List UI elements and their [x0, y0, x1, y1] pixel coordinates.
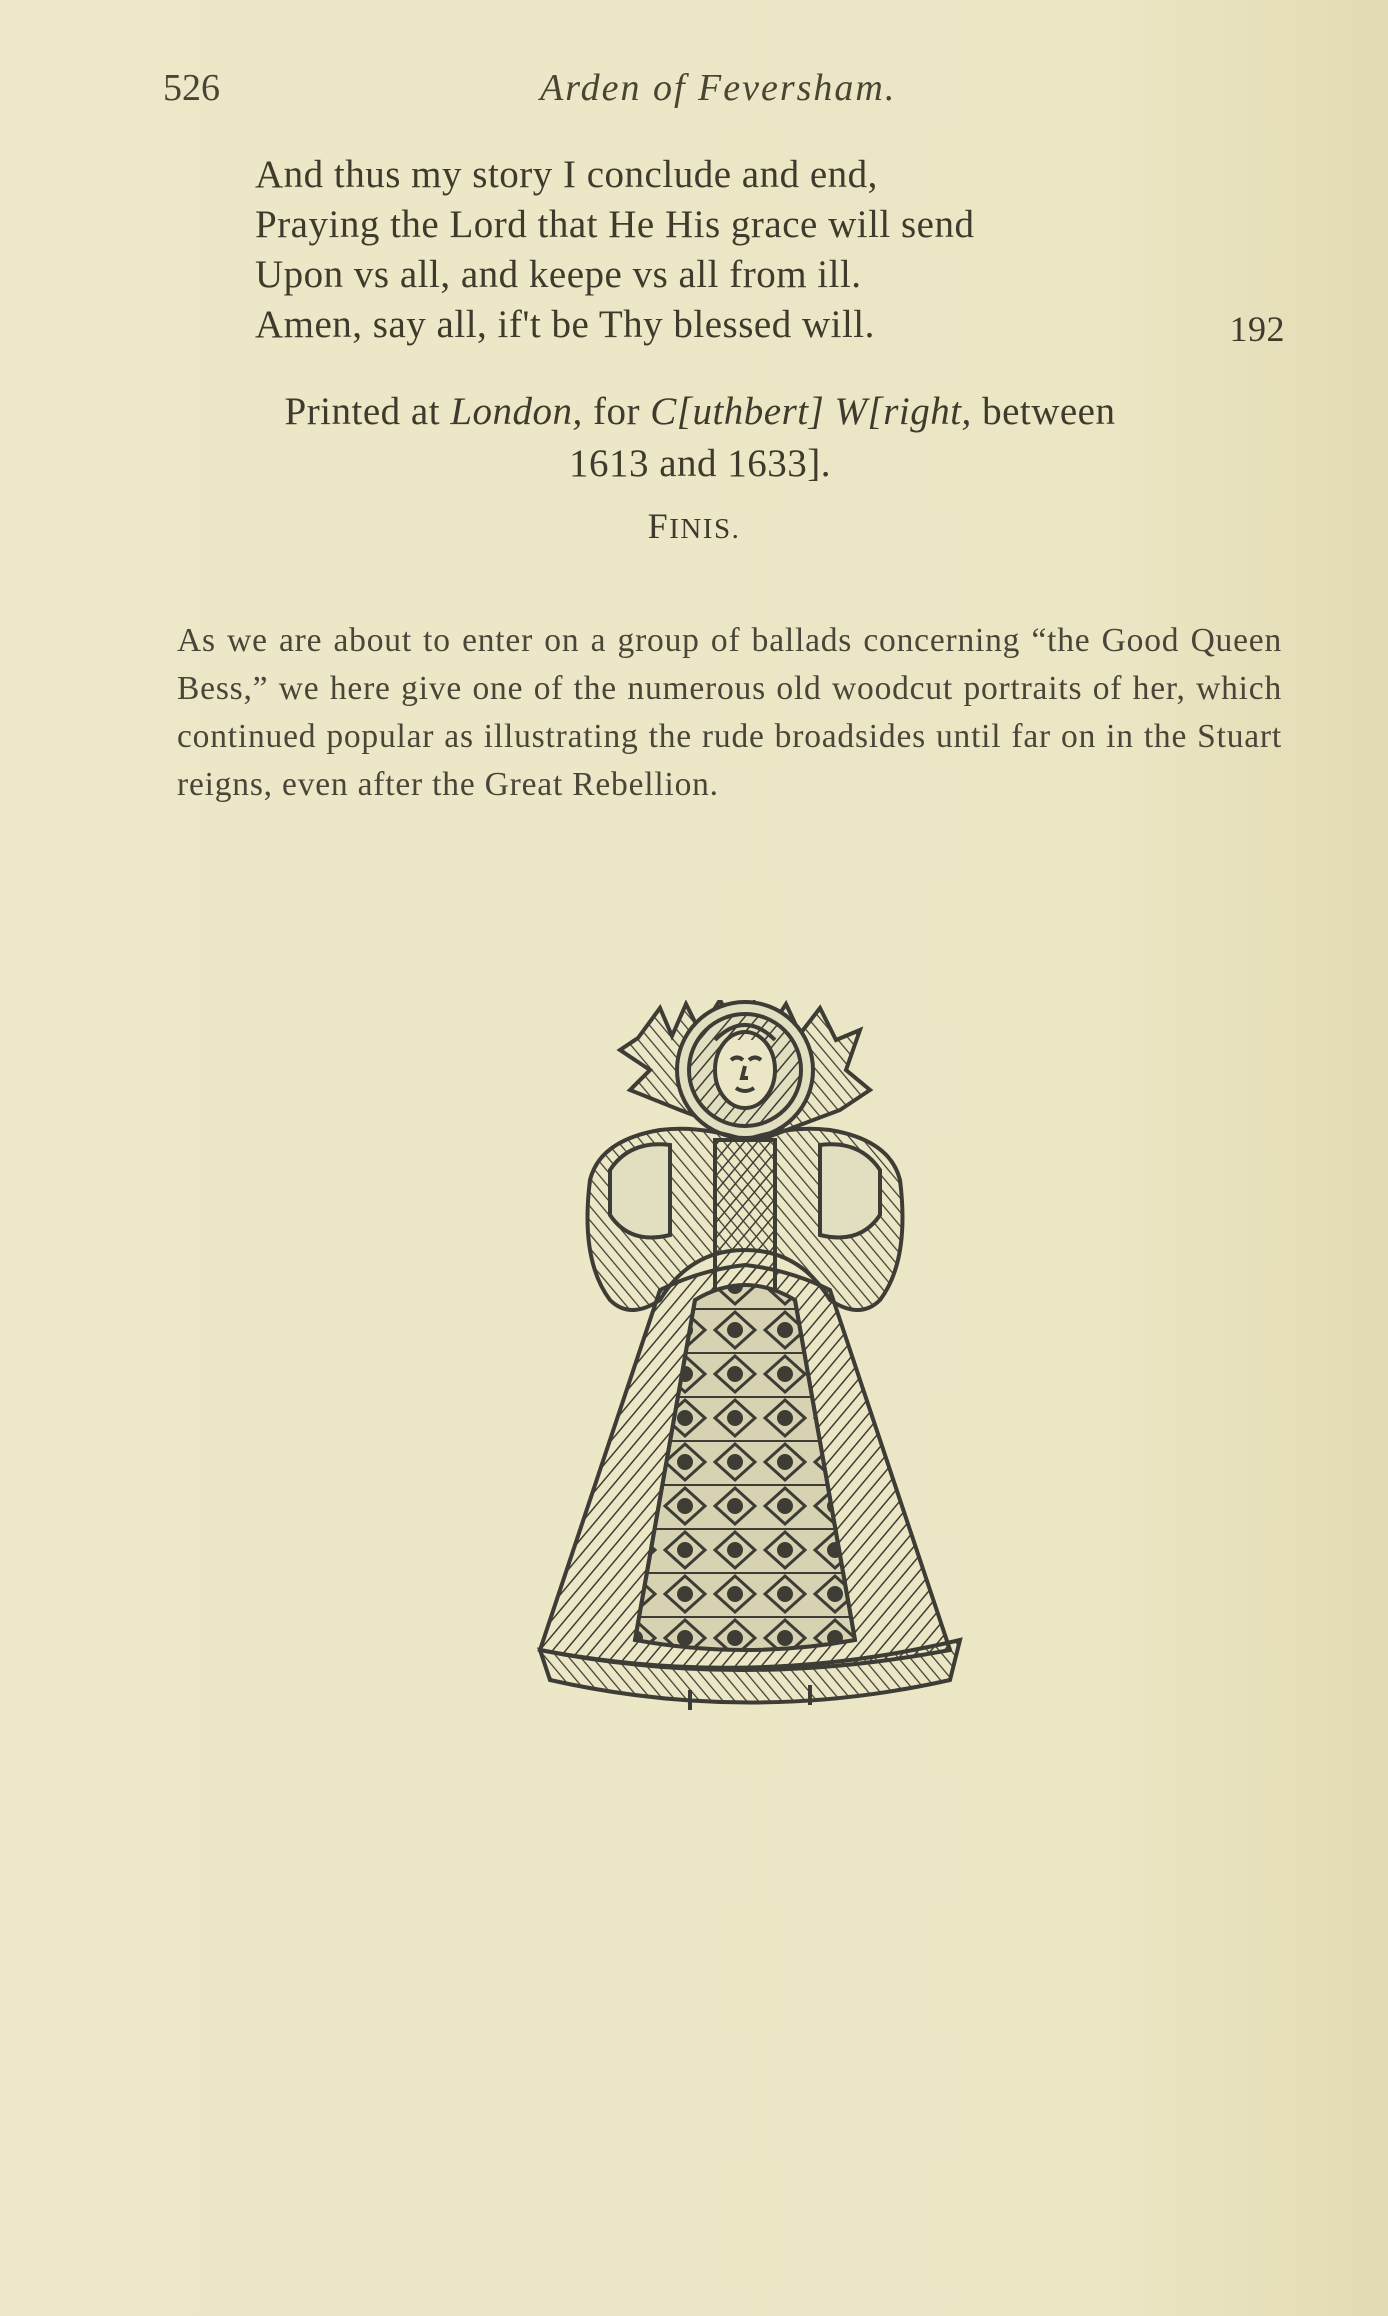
running-title: Arden of Feversham. [540, 67, 897, 109]
imprint-printer-first-rest: [uthbert] [676, 390, 825, 433]
ballad-verse [255, 150, 1285, 350]
finis-rest: INIS. [669, 513, 741, 545]
imprint-dates: 1613 and 1633]. [568, 442, 832, 485]
line-number: 192 [1229, 309, 1285, 349]
verse-line: Upon vs all, and keepe vs all from ill. [255, 253, 862, 296]
verse-line: And thus my story I conclude and end, [255, 153, 878, 196]
imprint-printer-last-initial: W [834, 390, 868, 433]
verse-line [255, 300, 1285, 350]
imprint-between: between [982, 390, 1116, 433]
finis-initial: F [647, 506, 670, 546]
queen-elizabeth-woodcut-image [510, 1000, 1000, 1880]
imprint-for: for [593, 390, 640, 433]
imprint-place: London, [450, 390, 583, 433]
finis [0, 505, 1388, 547]
imprint-printed-at: Printed at [284, 390, 441, 433]
imprint-printer-last-rest: [right, [867, 390, 972, 433]
page-number: 526 [163, 67, 220, 109]
running-head [0, 66, 1388, 116]
woodcut-drawing [510, 1000, 1000, 1880]
imprint-printer-first-initial: C [650, 390, 677, 433]
verse-line-text: Amen, say all, if't be Thy blessed will. [255, 303, 875, 346]
editorial-note: As we are about to enter on a group of ballads concerning “the Good Queen Bess,” we here give one of the numerous old woodcut portraits of her, which continued popular as illustrating the rude broadsides until far on in the Stuart reigns, even after the Great Rebellion. [177, 621, 1282, 803]
imprint [160, 386, 1240, 490]
verse-line: Praying the Lord that He His grace will send [255, 203, 975, 246]
